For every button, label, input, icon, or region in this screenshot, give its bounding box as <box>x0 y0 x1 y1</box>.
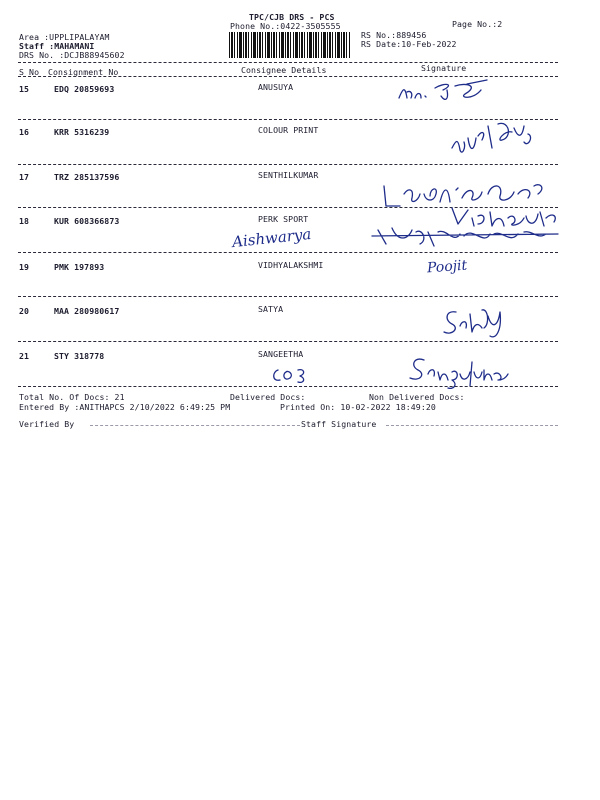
row-sno: 18 <box>19 216 30 226</box>
rs-number: RS No.:889456 <box>361 30 427 40</box>
row-sno: 19 <box>19 262 30 272</box>
drs-number: DRS No. :DCJB88945602 <box>19 50 125 60</box>
row-consignee-name: PERK SPORT <box>258 214 309 224</box>
non-delivered-docs: Non Delivered Docs: <box>369 392 465 402</box>
divider <box>18 386 558 387</box>
column-header-consignee: Consignee Details <box>241 65 327 75</box>
area-label: Area :UPPLIPALAYAM <box>19 32 110 42</box>
row-sno: 15 <box>19 84 30 94</box>
row-consignee-name: SANGEETHA <box>258 349 304 359</box>
staff-signature: Staff Signature <box>301 419 377 429</box>
row-consignee-name: ANUSUYA <box>258 82 294 92</box>
handwritten-name: Aishwarya <box>231 224 313 252</box>
divider <box>18 341 558 342</box>
row-sno: 21 <box>19 351 30 361</box>
row-consignment-number: STY 318778 <box>54 351 105 361</box>
divider <box>90 425 300 426</box>
barcode <box>229 32 351 58</box>
rs-date: RS Date:10-Feb-2022 <box>361 39 457 49</box>
row-consignment-number: TRZ 285137596 <box>54 172 120 182</box>
row-sno: 20 <box>19 306 30 316</box>
signature-scribble <box>438 300 508 342</box>
divider <box>18 76 558 77</box>
divider <box>18 164 558 165</box>
row-consignee-name: COLOUR PRINT <box>258 125 319 135</box>
row-consignee-name: SATYA <box>258 304 284 314</box>
handwritten-name: Poojit <box>426 257 468 277</box>
divider <box>18 62 558 63</box>
row-consignee-name: SENTHILKUMAR <box>258 170 319 180</box>
page-number: Page No.:2 <box>452 19 503 29</box>
row-sno: 16 <box>19 127 30 137</box>
divider <box>18 252 558 253</box>
entered-by: Entered By :ANITHAPCS 2/10/2022 6:49:25 PM <box>19 402 231 412</box>
row-consignment-number: PMK 197893 <box>54 262 105 272</box>
divider <box>386 425 558 426</box>
row-consignment-number: KUR 608366873 <box>54 216 120 226</box>
row-consignment-number: KRR 5316239 <box>54 127 110 137</box>
phone-number: Phone No.:0422-3505555 <box>230 21 341 31</box>
printed-on: Printed On: 10-02-2022 18:49:20 <box>280 402 436 412</box>
total-docs: Total No. Of Docs: 21 <box>19 392 125 402</box>
column-header-consignment: Consignment No <box>48 67 119 77</box>
signature-scribble <box>448 118 558 160</box>
document-title: TPC/CJB DRS - PCS <box>249 12 335 22</box>
column-header-signature: Signature <box>421 63 467 73</box>
signature-scribble <box>368 204 563 252</box>
verified-by: Verified By <box>19 419 75 429</box>
delivered-docs: Delivered Docs: <box>230 392 306 402</box>
column-header-sno: S No <box>19 67 40 77</box>
staff-label: Staff :MAHAMANI <box>19 41 95 51</box>
divider <box>18 296 558 297</box>
row-consignee-name: VIDHYALAKSHMI <box>258 260 324 270</box>
row-consignment-number: MAA 280980617 <box>54 306 120 316</box>
signature-scribble <box>270 364 320 386</box>
row-sno: 17 <box>19 172 30 182</box>
signature-scribble <box>395 78 505 108</box>
row-consignment-number: EDQ 20859693 <box>54 84 115 94</box>
signature-scribble <box>404 352 516 388</box>
